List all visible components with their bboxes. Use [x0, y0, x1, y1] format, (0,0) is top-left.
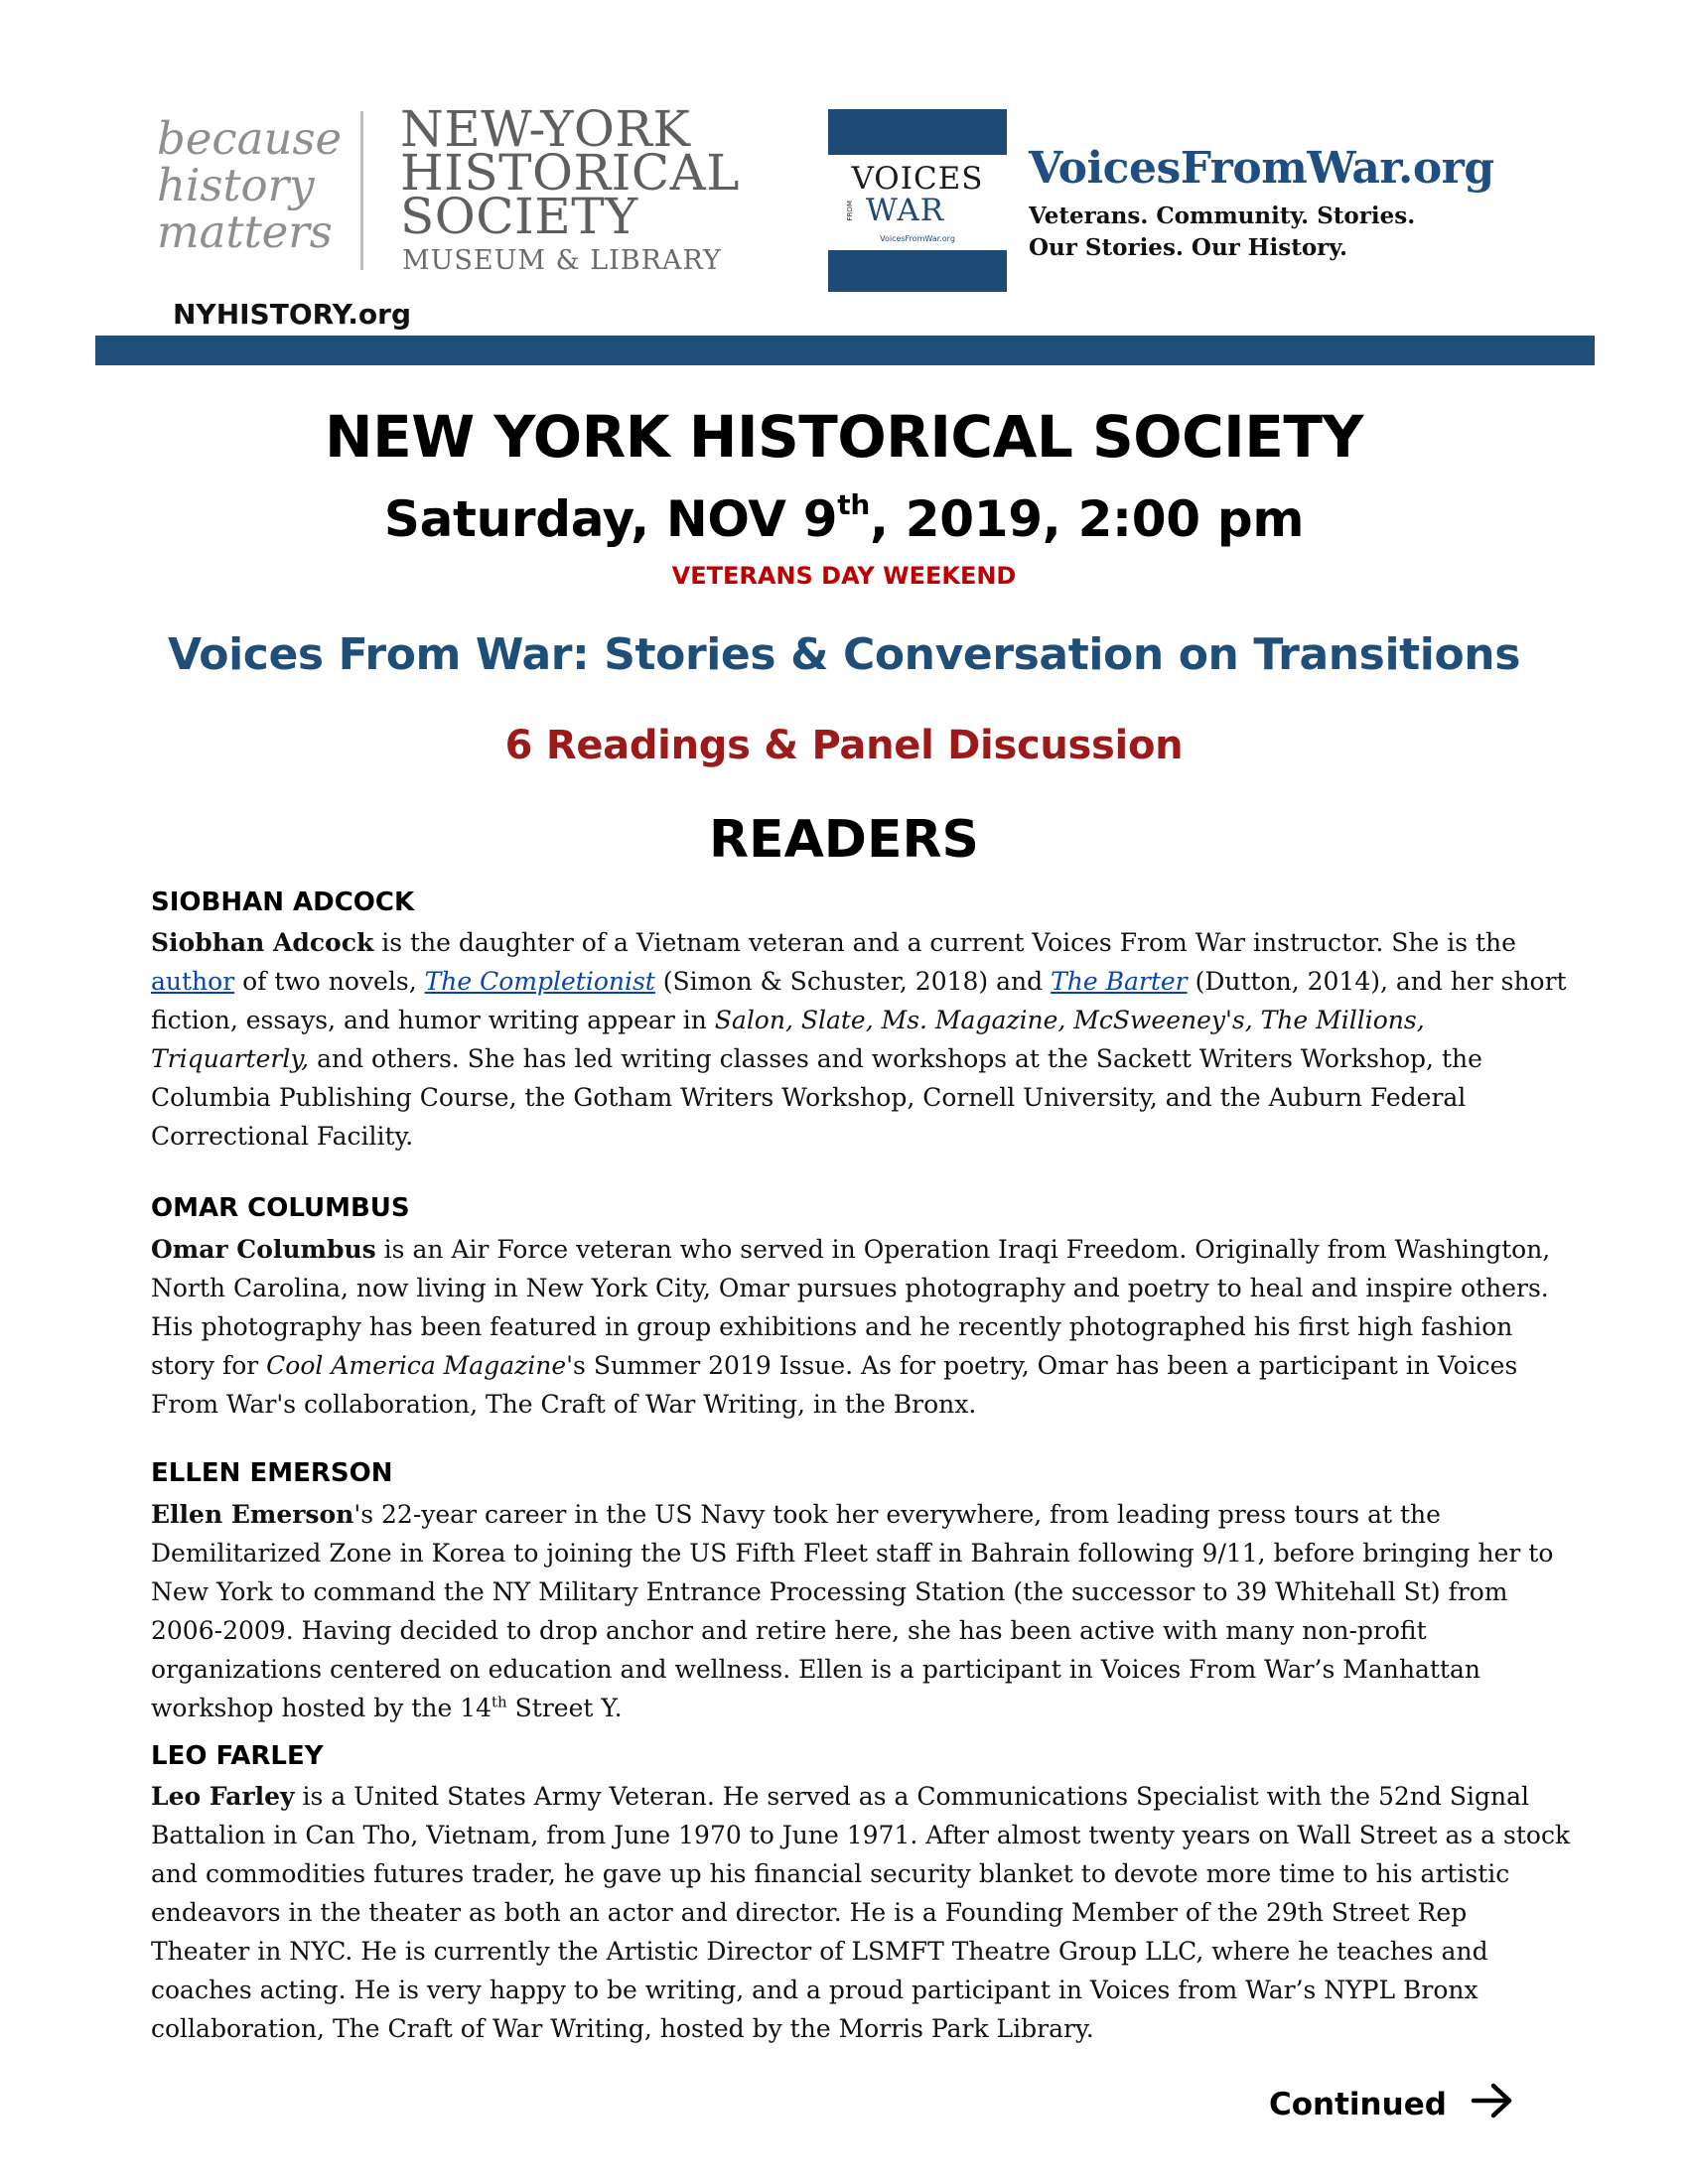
reader-bio-emerson: Ellen Emerson's 22-year career in the US Navy took her everywhere, from leading press tours at the Demilitarized Zone in Korea to joining the US Fifth Fleet staff in Bahrain following 9/11, before bringing her to New York to command the NY Military Entrance Processing Station (the successor to 39 Whitehall St) from 2006-2009. Having decided to drop anchor and retire here, she has been active with many non-profit organizations centered on education and wellness. Ellen is a participant in Voices From War’s Manhattan workshop hosted by the 14th Street Y. — [151, 1500, 1554, 1722]
event-occasion: VETERANS DAY WEEKEND — [671, 562, 1017, 590]
reader-bio-columbus: Omar Columbus is an Air Force veteran who served in Operation Iraqi Freedom. Originally from Washington, North Carolina, now living in New York City, Omar pursues photography and poetry to heal and inspire others. His photography has been featured in group exhibitions and he recently photographed his first high fashion story for Cool America Magazine's Summer 2019 Issue. As for poetry, Omar has been a participant in Voices From War's collaboration, The Craft of War Writing, in the Bronx. — [151, 1235, 1551, 1419]
nyhs-name: NEW-YORK HISTORICAL SOCIETY — [400, 100, 740, 245]
nyhs-tagline: because history matters — [157, 112, 343, 258]
book-link-barter[interactable]: The Barter — [1051, 967, 1188, 996]
reader-heading-adcock: SIOBHAN ADCOCK — [151, 887, 415, 917]
reader-heading-columbus: OMAR COLUMBUS — [151, 1193, 410, 1223]
vfw-badge-logo — [828, 109, 1007, 292]
reader-bio-farley: Leo Farley is a United States Army Veteran. He served as a Communications Specialist with the 52nd Signal Battalion in Can Tho, Vietnam, from June 1970 to June 1971. After almost twenty years on Wall Street as a stock and commodities futures trader, he gave up his financial security blanket to devote more time to his artistic endeavors in the theater as both an actor and director. He is a Founding Member of the 29th Street Rep Theater in NYC. He is currently the Artistic Director of LSMFT Theatre Group LLC, where he teaches and coaches acting. He is very happy to be writing, and a proud participant in Voices from War’s NYPL Bronx collaboration, The Craft of War Writing, hosted by the Morris Park Library. — [151, 1782, 1571, 2043]
event-org-title: NEW YORK HISTORICAL SOCIETY — [325, 403, 1363, 471]
vfw-tagline-1: Veterans. Community. Stories. — [1029, 203, 1416, 229]
vfw-badge-voices: VOICES — [851, 161, 984, 197]
vfw-site-title[interactable]: VoicesFromWar.org — [1029, 143, 1494, 194]
nyhs-logo — [157, 100, 740, 278]
vfw-badge-url: VoicesFromWar.org — [880, 234, 955, 243]
event-subtitle: 6 Readings & Panel Discussion — [504, 723, 1184, 768]
author-link[interactable]: author — [151, 967, 235, 996]
reader-heading-emerson: ELLEN EMERSON — [151, 1458, 393, 1488]
reader-bio-adcock: Siobhan Adcock is the daughter of a Vietnam veteran and a current Voices From War instructor. She is the author of two novels, The Completionist (Simon & Schuster, 2018) and The Barter (Dutton, 2014), and her short fiction, essays, and humor writing appear in Salon, Slate, Ms. Magazine, McSweeney's, The Millions, Triquarterly, and others. She has led writing classes and workshops at the Sackett Writers Workshop, the Columbia Publishing Course, the Gotham Writers Workshop, Cornell University, and the Auburn Federal Correctional Facility. — [151, 928, 1567, 1151]
book-link-completionist[interactable]: The Completionist — [424, 967, 655, 996]
nyhs-url[interactable]: NYHISTORY.org — [173, 298, 412, 331]
vfw-badge-inner — [828, 155, 1007, 250]
vfw-tagline-2: Our Stories. Our History. — [1029, 234, 1348, 261]
nyhs-subtitle: MUSEUM & LIBRARY — [402, 245, 722, 276]
event-date: Saturday, NOV 9th, 2019, 2:00 pm — [383, 488, 1305, 548]
continued-label: Continued — [1269, 2087, 1447, 2122]
right-arrow-icon — [1470, 2081, 1515, 2120]
logo-divider — [360, 111, 363, 270]
readers-heading: READERS — [709, 810, 979, 870]
vfw-badge-from: FROM — [846, 201, 854, 221]
header-divider-bar — [95, 336, 1595, 365]
reader-heading-farley: LEO FARLEY — [151, 1741, 324, 1771]
event-title: Voices From War: Stories & Conversation on Transitions — [168, 629, 1520, 680]
vfw-badge-war: WAR — [866, 193, 945, 228]
